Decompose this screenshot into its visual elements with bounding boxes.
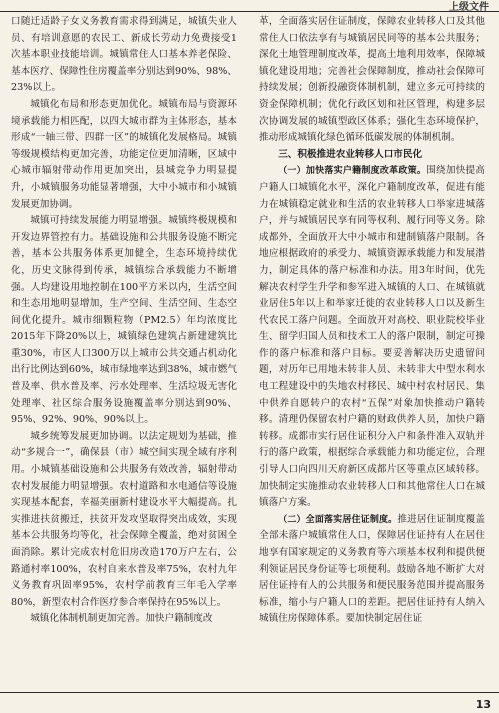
section-tag: 上级文件 — [449, 2, 489, 13]
paragraph — [259, 512, 485, 628]
paragraph: 城乡统筹发展更加协调。以法定规划为基础，推动“多规合一”，确保县（市）城空间实现全域有序利用。小城镇基础设施和公共服务有效改善，辐射带动农村发展能力明显增强。农村道路和水电通信等设施实现基本配套，幸福美丽新村建设水平大幅提高。扎实推进扶贫搬迁，扶贫开发攻坚取得突出成效，实现基本公共服务均等化，社会保障全覆盖，绝对贫困全面消除。累计完成农村危旧房改造170万户左右，公路通村率100%，农村自来水普及率75%，农村九年义务教育巩固率95%，农村学前教育三年毛入学率80%，新型农村合作医疗参合率保持在95%以上。 — [11, 430, 237, 608]
paragraph: 革，全面落实居住证制度，保障农业转移人口及其他常住人口依法享有与城镇居民同等的基本公共服务；深化土地管理制度改革，提高土地利用效率，保障城镇化建设用地；完善社会保障制度，推动社会保障可持续发展；创新投融资体制机制，建立多元可持续的资金保障机制；优化行政区划和社区管理，构建多层次协调发展的城镇型政区体系；强化生态环境保护，推动形成城镇化绿色循环低碳发展的体制机制。 — [259, 16, 485, 144]
paragraph — [259, 163, 485, 511]
footer-rule — [0, 692, 499, 693]
paragraph: 口随迁适龄子女义务教育需求得到满足，城镇失业人员、有培训意愿的农民工、新成长劳动力免费接受1次基本职业技能培训。城镇常住人口基本养老保险、基本医疗、保障性住房覆盖率分别达到90%、98%、23%以上。 — [11, 16, 237, 94]
paragraph: 城镇化体制机制更加完善。加快户籍制度改 — [30, 613, 213, 625]
header-rule — [0, 11, 499, 12]
paragraph: 城镇可持续发展能力明显增强。城镇终极规模和开发边界管控有力。基础设施和公共服务设施不断完善，基本公共服务体系更加健全，生态环境持续优化，历史文脉得到传承，城镇综合承载能力不断增强。人均建设用地控制在100平方米以内，生活空间和生态用地明显增加，生产空间、生活空间、生态空间优化提升。城市细颗粒物（PM2.5）年均浓度比2015年下降20%以上，城镇绿色建筑占新建建筑比重30%，市区人口300万以上城市公共交通占机动化出行比例达到60%，城市绿地率达到38%，城市燃气普及率、供水普及率、污水处理率、生活垃圾无害化处理率、社区综合服务设施覆盖率分别达到90%、95%、92%、90%、90%以上。 — [11, 215, 237, 426]
section-heading: 三、积极推进农业转移人口市民化 — [278, 148, 423, 160]
right-column — [259, 14, 485, 628]
left-column — [11, 14, 237, 628]
paragraph-text: 围绕加快提高户籍人口城镇化水平，深化户籍制度改革，促进有能力在城镇稳定就业和生活的农业转移人口举家进城落户，并与城镇居民享有同等权利、履行同等义务。除成都外，全面放开大中小城市和建制镇落户限制。各地应根据政府的承受力、城镇资源承载能力和发展潜力，制定具体的落户标准和办法。用3年时间，优先解决农村学生升学和参军进入城镇的人口、在城镇就业居住5年以上和举家迁徙的农业转移人口以及新生代农民工落户问题。全面放开对高校、职业院校毕业生、留学归国人员和技术工人的落户限制，制定可操作的落户标准和落户目标。要妥善解决历史遗留问题，对历年已用地未转非人员、未转非大中型水利水电工程建设中的失地农村移民、城中村农村居民、集中供养自愿转户的农村“五保”对象加快推动户籍转移。清理仍保留农村户籍的财政供养人员，加快户籍转移。成都市实行居住证积分入户和条件准入双轨并行的落户政策，根据综合承载能力和功能定位，合理引导人口向四川天府新区成都片区等重点区域转移。加快制定实施推动农业转移人口和其他常住人口在城镇落户方案。 — [259, 165, 485, 509]
subsection-heading: （二）全面落实居住证制度。 — [278, 514, 398, 525]
subsection-heading: （一）加快落实户籍制度改革政策。 — [278, 166, 427, 177]
paragraph-text: 推进居住证制度覆盖全部未落户城镇常住人口，保障居住证持有人在居住地享有国家规定的义务教育等六项基本权利和提供便利领证居民身份证等七项便利。鼓励各地不断扩大对居住证持有人的公共服务和便民服务范围并提高服务标准，缩小与户籍人口的差距。把居住证持有人纳入城镇住房保障体系。要加快制定居住证 — [259, 513, 485, 625]
paragraph: 城镇化布局和形态更加优化。城镇布局与资源环境承载能力相匹配，以四大城市群为主体形态，基本形成“一轴三带、四群一区”的城镇化发展格局。城镇等级规模结构更加完善，功能定位更加清晰，区域中心城市辐射带动作用更加突出，县城竞争力明显提升，小城镇服务功能显著增强，大中小城市和小城镇发展更加协调。 — [11, 98, 237, 210]
page-number: 13 — [475, 698, 491, 711]
